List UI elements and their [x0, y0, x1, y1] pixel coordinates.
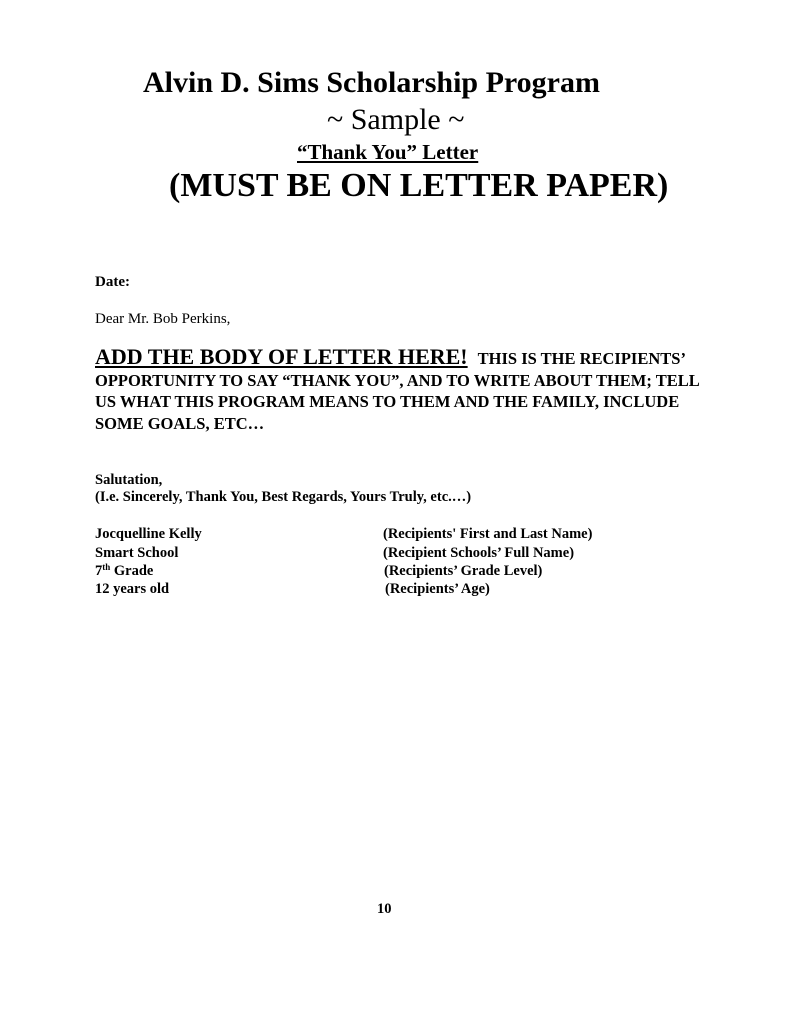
closing-examples: (I.e. Sincerely, Thank You, Best Regards, Yours Truly, etc.…) — [95, 489, 472, 505]
body-heading: ADD THE BODY OF LETTER HERE! — [95, 344, 468, 369]
document-title: Alvin D. Sims Scholarship Program — [143, 66, 600, 99]
recipient-name: Jocquelline Kelly — [95, 526, 202, 542]
recipient-age-note: (Recipients’ Age) — [385, 581, 490, 597]
letter-body-placeholder — [95, 346, 715, 434]
grade-number: 7 — [95, 563, 103, 579]
recipient-school-note: (Recipient Schools’ Full Name) — [383, 545, 575, 561]
page-number: 10 — [377, 901, 392, 917]
date-label: Date: — [95, 274, 130, 290]
grade-word: Grade — [110, 563, 154, 579]
recipient-grade-note: (Recipients’ Grade Level) — [384, 563, 543, 579]
salutation-label: Salutation, — [95, 472, 163, 488]
recipient-school: Smart School — [95, 545, 179, 561]
recipient-name-note: (Recipients' First and Last Name) — [383, 526, 593, 542]
document-subtitle: ~ Sample ~ — [327, 103, 465, 136]
grade-ordinal-suffix: th — [102, 562, 111, 572]
paper-requirement-heading: (MUST BE ON LETTER PAPER) — [169, 167, 669, 204]
body-instructions: THIS IS THE RECIPIENTS’ OPPORTUNITY TO SAY “THANK YOU”, AND TO WRITE ABOUT THEM; TELL US WHAT THIS PROGRAM MEANS TO THEM AND THE FAMILY, INCLUDE SOME GOALS, ETC… — [95, 349, 699, 433]
letter-type-heading: “Thank You” Letter — [297, 140, 479, 164]
letter-greeting: Dear Mr. Bob Perkins, — [95, 311, 231, 327]
recipient-grade — [95, 563, 153, 580]
recipient-age: 12 years old — [95, 581, 170, 597]
